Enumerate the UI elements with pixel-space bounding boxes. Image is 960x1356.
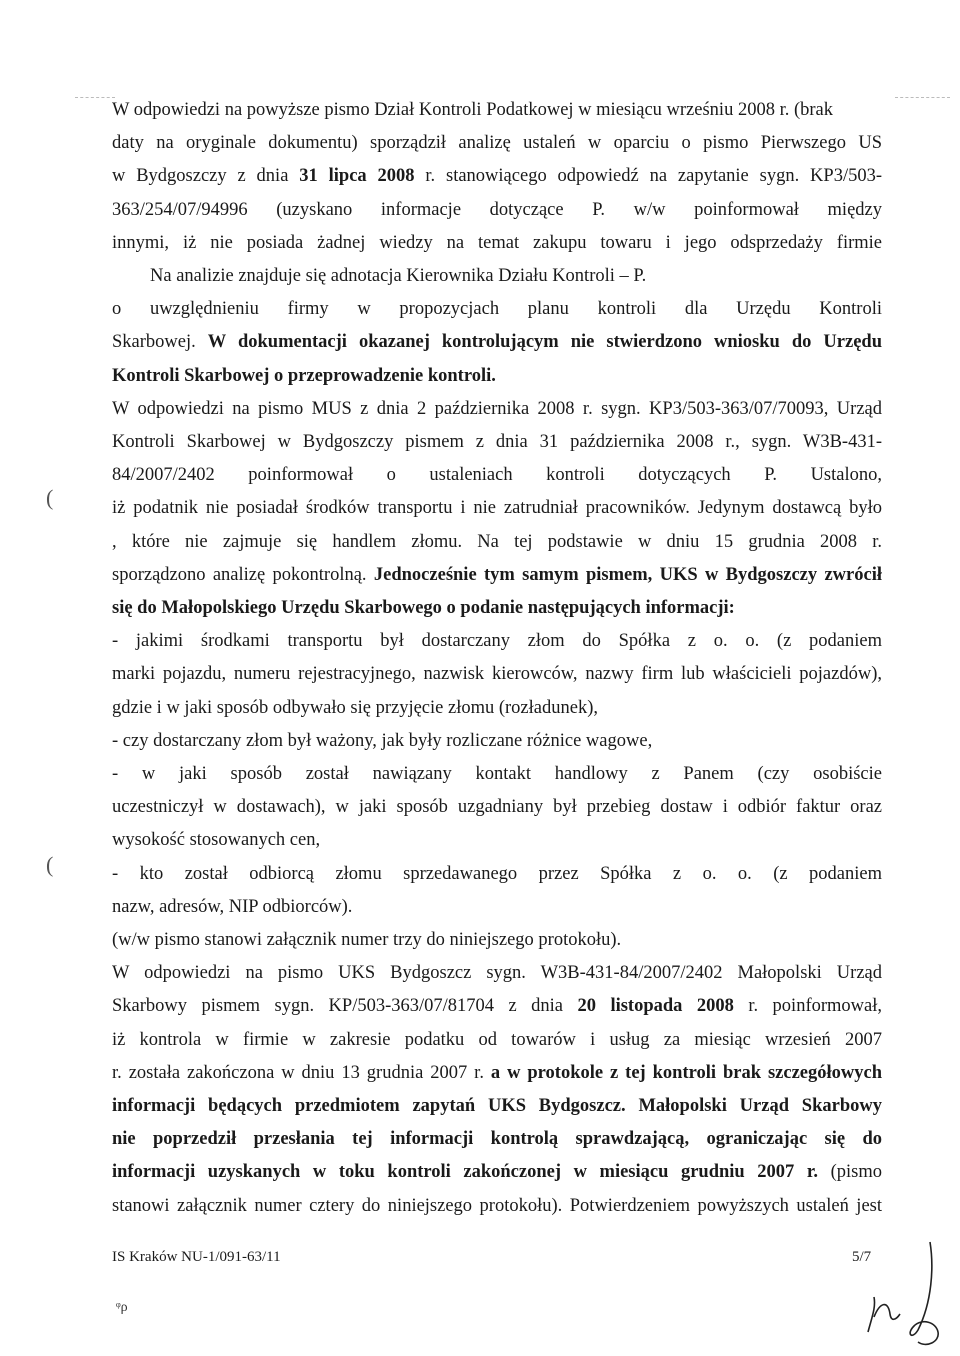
text-run: W odpowiedzi na pismo MUS z dnia 2 października 2008 r. sygn. KP3/503-363/07/70093, Urząd	[112, 398, 882, 419]
bold-text-run: 20 listopada 2008	[577, 996, 734, 1017]
text-line	[112, 626, 882, 656]
footer-reference: IS Kraków NU-1/091-63/11	[112, 1249, 281, 1265]
handwritten-signature	[860, 1222, 950, 1352]
bold-text-run: informacji będących przedmiotem zapytań UKS Bydgoszcz. Małopolski Urząd Skarbowy	[112, 1096, 882, 1116]
text-run: - kto został odbiorcą złomu sprzedawanego przez Spółka z o. o. (z podaniem	[112, 863, 882, 884]
text-line	[112, 1157, 882, 1187]
text-run: - jakimi środkami transportu był dostarczany złom do Spółka z o. o. (z podaniem	[112, 631, 882, 652]
text-run: (w/w pismo stanowi załącznik numer trzy do niniejszego protokołu).	[112, 930, 622, 950]
text-line	[112, 593, 882, 623]
text-run: - czy dostarczany złom był ważony, jak były rozliczane różnice wagowe,	[112, 730, 653, 751]
text-line	[112, 427, 882, 457]
text-line	[112, 128, 882, 158]
text-line	[112, 1025, 882, 1055]
text-line	[112, 294, 882, 324]
text-run: daty na oryginale dokumentu) sporządził analizę ustaleń w oparciu o pismo Pierwszego US	[112, 133, 882, 154]
text-run: w Bydgoszczy z dnia	[112, 166, 300, 187]
text-line	[112, 726, 882, 756]
margin-bracket-mark: (	[46, 485, 54, 510]
text-run: (pismo	[818, 1162, 883, 1183]
text-line	[112, 361, 882, 391]
text-run: 363/254/07/94996 (uzyskano informacje dotyczące P. w/w poinformował między	[112, 199, 882, 220]
text-run: r. poinformował,	[733, 996, 882, 1017]
bold-text-run: się do Małopolskiego Urzędu Skarbowego o podanie następujących informacji:	[112, 598, 735, 618]
text-run: Na analizie znajduje się adnotacja Kierownika Działu Kontroli – P.	[150, 266, 647, 286]
text-line	[112, 95, 882, 125]
text-line	[112, 759, 882, 789]
text-run: stanowi załącznik numer cztery do niniejszego protokołu). Potwierdzeniem powyższych ustaleń jest	[112, 1195, 882, 1216]
bold-text-run: 31 lipca 2008	[299, 166, 415, 187]
bold-text-run: a w protokole z tej kontroli brak szczegółowych	[490, 1062, 882, 1083]
text-run: r. stanowiącego odpowiedź na zapytanie sygn. KP3/503-	[414, 166, 883, 187]
text-line	[112, 527, 882, 557]
text-run: r. została zakończona w dniu 13 grudnia 2007 r.	[112, 1062, 491, 1083]
text-run: Kontroli Skarbowej w Bydgoszczy pismem z dnia 31 października 2008 r., sygn. W3B-431-	[112, 432, 882, 452]
text-line	[112, 859, 882, 889]
text-line	[112, 1091, 882, 1121]
text-run: - w jaki sposób został nawiązany kontakt handlowy z Panem (czy osobiście	[112, 764, 882, 784]
text-line	[112, 1191, 882, 1221]
footer-handwritten-mark: ᵠρ	[116, 1300, 128, 1315]
text-line	[112, 892, 882, 922]
text-line	[150, 261, 882, 291]
scan-artifact-right	[895, 97, 950, 98]
text-line	[112, 991, 882, 1021]
scan-artifact-left	[75, 97, 115, 98]
bold-text-run: W dokumentacji okazanej kontrolującym nie stwierdzono wniosku do Urzędu	[207, 332, 882, 353]
text-run: W odpowiedzi na powyższe pismo Dział Kontroli Podatkowej w miesiącu wrześniu 2008 r. (brak	[112, 100, 833, 120]
text-run: nazw, adresów, NIP odbiorców).	[112, 896, 353, 917]
text-line	[112, 493, 882, 523]
text-line	[112, 228, 882, 258]
text-run: Skarbowy pismem sygn. KP/503-363/07/81704 z dnia	[112, 996, 578, 1017]
text-run: marki pojazdu, numeru rejestracyjnego, nazwisk kierowców, nazwy firm lub właścicieli pojazdów),	[112, 664, 882, 685]
text-line	[112, 958, 882, 988]
bold-text-run: nie poprzedził przesłania tej informacji kontrolą sprawdzającą, ograniczając się do	[112, 1129, 882, 1150]
text-line	[112, 327, 882, 357]
text-run: gdzie i w jaki sposób odbywało się przyjęcie złomu (rozładunek),	[112, 697, 598, 718]
text-line	[112, 693, 882, 723]
text-line	[112, 560, 882, 590]
margin-bracket-mark: (	[46, 852, 54, 877]
text-line	[112, 659, 882, 689]
text-line	[112, 825, 882, 855]
text-run: W odpowiedzi na pismo UKS Bydgoszcz sygn. W3B-431-84/2007/2402 Małopolski Urząd	[112, 963, 882, 984]
text-run: iż kontrola w firmie w zakresie podatku od towarów i usług za miesiąc wrzesień 2007	[112, 1029, 882, 1050]
text-run: iż podatnik nie posiadał środków transportu i nie zatrudniał pracowników. Jedynym dostawcą było	[112, 498, 882, 519]
text-line	[112, 394, 882, 424]
text-line	[112, 460, 882, 490]
text-run: o uwzględnieniu firmy w propozycjach planu kontroli dla Urzędu Kontroli	[112, 299, 882, 320]
bold-text-run: Jednocześnie tym samym pismem, UKS w Bydgoszczy zwrócił	[373, 564, 882, 585]
text-run: innymi, iż nie posiada żadnej wiedzy na temat zakupu towaru i jego odsprzedaży firmie	[112, 232, 882, 253]
text-run: , które nie zajmuje się handlem złomu. Na tej podstawie w dniu 15 grudnia 2008 r.	[112, 531, 882, 552]
text-line	[112, 1058, 882, 1088]
text-line	[112, 161, 882, 191]
text-line	[112, 925, 882, 955]
text-line	[112, 195, 882, 225]
text-run: sporządzono analizę pokontrolną.	[112, 564, 374, 585]
text-run: wysokość stosowanych cen,	[112, 830, 321, 851]
bold-text-run: Kontroli Skarbowej o przeprowadzenie kontroli.	[112, 365, 496, 386]
text-run: uczestniczył w dostawach), w jaki sposób uzgadniany był przebieg dostaw i odbiór faktur oraz	[112, 797, 882, 818]
text-line	[112, 1124, 882, 1154]
text-line	[112, 792, 882, 822]
text-run: Skarbowej.	[112, 332, 208, 353]
footer-page-number: 5/7	[852, 1249, 872, 1265]
bold-text-run: informacji uzyskanych w toku kontroli zakończonej w miesiącu grudniu 2007 r.	[112, 1162, 819, 1183]
text-run: 84/2007/2402 poinformował o ustaleniach kontroli dotyczących P. Ustalono,	[112, 465, 882, 486]
